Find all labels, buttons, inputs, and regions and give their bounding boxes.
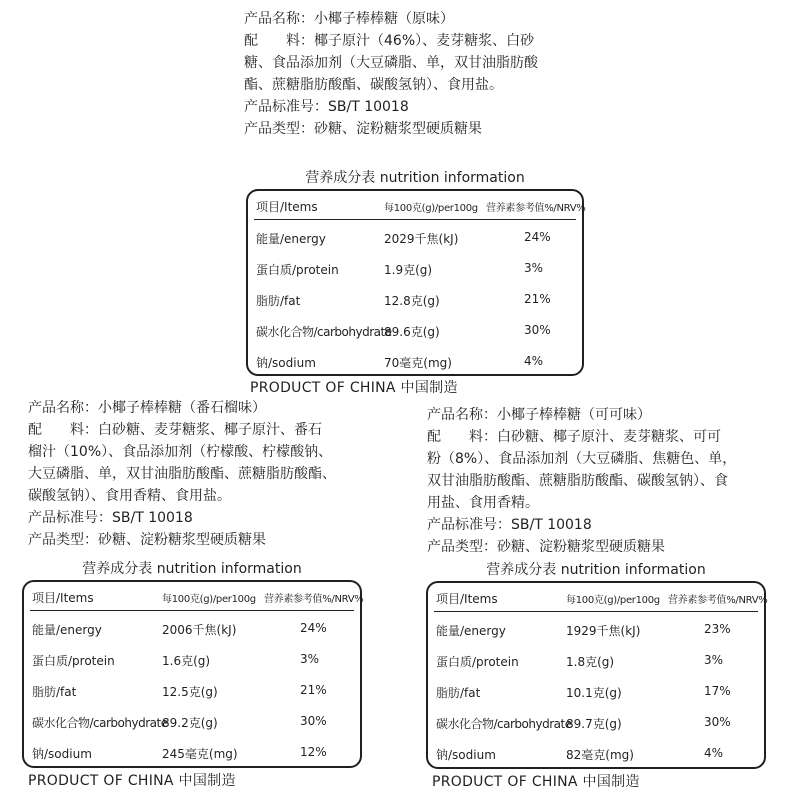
nutrition-table-title: 营养成分表 nutrition information [305,170,525,186]
standard-number-line: 产品标准号：SB/T 10018 [244,99,409,115]
product-type-line: 产品类型：砂糖、淀粉糖浆型硬质糖果 [244,121,482,137]
header-nrv: 营养素参考值%/NRV% [264,594,364,605]
row-item: 脂肪/fat [436,686,481,700]
product-name-line: 产品名称：小椰子棒棒糖（可可味） [427,407,651,423]
ingredients-line: 配 料：椰子原汁（46%）、麦芽糖浆、白砂 [244,33,535,49]
row-nrv: 23% [704,622,731,636]
header-per100g: 每100克(g)/per100g [162,594,256,605]
nutrition-table-header [254,191,586,220]
row-nrv: 3% [300,652,320,666]
table-row [434,615,758,646]
table-row [30,614,354,645]
ingredients-line: 双甘油脂肪酸酯、蔗糖脂肪酸酯、碳酸氢钠）、食 [427,473,728,489]
row-value: 89.6克(g) [384,325,440,339]
row-nrv: 4% [704,746,724,760]
nutrition-table-header [434,583,768,612]
nutrition-table-cocoa [426,581,766,769]
row-nrv: 4% [524,354,544,368]
row-nrv: 17% [704,684,731,698]
row-item: 钠/sodium [256,356,316,370]
row-nrv: 30% [704,715,731,729]
table-row [254,316,576,347]
row-value: 245毫克(mg) [162,747,238,761]
table-row [30,676,354,707]
row-value: 1.8克(g) [566,655,615,669]
table-row [434,677,758,708]
header-items: 项目/Items [256,200,318,214]
row-item: 能量/energy [256,232,326,246]
table-row [30,645,354,676]
row-item: 能量/energy [436,624,506,638]
ingredients-line: 用盐、食用香精。 [427,495,539,511]
table-row [254,285,576,316]
row-nrv: 3% [524,261,544,275]
row-value: 1.9克(g) [384,263,433,277]
nutrition-table-original [246,189,584,376]
row-item: 脂肪/fat [256,294,301,308]
origin-footer: PRODUCT OF CHINA 中国制造 [250,380,458,396]
origin-footer: PRODUCT OF CHINA 中国制造 [432,774,640,790]
product-info-original [244,8,604,140]
row-value: 1.6克(g) [162,654,211,668]
ingredients-line: 榴汁（10%）、食品添加剂（柠檬酸、柠檬酸钠、 [28,444,333,460]
row-value: 12.8克(g) [384,294,440,308]
product-type-line: 产品类型：砂糖、淀粉糖浆型硬质糖果 [28,532,266,548]
product-info-guava [28,397,408,551]
row-item: 碳水化合物/carbohydrate [256,325,392,339]
row-item: 蛋白质/protein [32,654,115,668]
row-value: 89.2克(g) [162,716,218,730]
row-item: 脂肪/fat [32,685,77,699]
table-row [254,223,576,254]
product-info-cocoa [427,404,795,558]
row-item: 碳水化合物/carbohydrate [32,716,168,730]
origin-footer: PRODUCT OF CHINA 中国制造 [28,773,236,789]
table-row [434,646,758,677]
header-per100g: 每100克(g)/per100g [566,595,660,606]
row-nrv: 30% [524,323,551,337]
row-value: 89.7克(g) [566,717,622,731]
row-item: 钠/sodium [32,747,92,761]
row-value: 2029千焦(kJ) [384,232,459,246]
table-row [30,738,354,769]
table-row [30,707,354,738]
row-item: 碳水化合物/carbohydrate [436,717,572,731]
row-nrv: 21% [300,683,327,697]
standard-number-line: 产品标准号：SB/T 10018 [427,517,592,533]
row-value: 2006千焦(kJ) [162,623,237,637]
row-value: 10.1克(g) [566,686,622,700]
row-nrv: 21% [524,292,551,306]
row-nrv: 24% [524,230,551,244]
row-value: 82毫克(mg) [566,748,634,762]
ingredients-line: 配 料：白砂糖、椰子原汁、麦芽糖浆、可可 [427,429,721,445]
row-nrv: 24% [300,621,327,635]
table-row [434,708,758,739]
header-nrv: 营养素参考值%/NRV% [668,595,768,606]
header-nrv: 营养素参考值%/NRV% [486,203,586,214]
row-nrv: 12% [300,745,327,759]
row-nrv: 3% [704,653,724,667]
row-item: 能量/energy [32,623,102,637]
nutrition-table-title: 营养成分表 nutrition information [82,561,302,577]
table-row [434,739,758,770]
nutrition-table-header [30,582,364,611]
standard-number-line: 产品标准号：SB/T 10018 [28,510,193,526]
ingredients-line: 粉（8%）、食品添加剂（大豆磷脂、焦糖色、单， [427,451,737,467]
ingredients-line: 大豆磷脂、单，双甘油脂肪酸酯、蔗糖脂肪酸酯、 [28,466,336,482]
row-item: 蛋白质/protein [256,263,339,277]
nutrition-table-title: 营养成分表 nutrition information [486,562,706,578]
nutrition-table-guava [22,580,362,768]
row-value: 12.5克(g) [162,685,218,699]
header-per100g: 每100克(g)/per100g [384,203,478,214]
row-value: 1929千焦(kJ) [566,624,641,638]
product-name-line: 产品名称：小椰子棒棒糖（番石榴味） [28,400,266,416]
product-name-line: 产品名称：小椰子棒棒糖（原味） [244,11,454,27]
row-item: 蛋白质/protein [436,655,519,669]
product-type-line: 产品类型：砂糖、淀粉糖浆型硬质糖果 [427,539,665,555]
ingredients-line: 糖、食品添加剂（大豆磷脂、单，双甘油脂肪酸 [244,55,538,71]
ingredients-line: 碳酸氢钠）、食用香精、食用盐。 [28,488,231,504]
table-row [254,254,576,285]
header-items: 项目/Items [32,591,94,605]
table-row [254,347,576,378]
row-value: 70毫克(mg) [384,356,452,370]
row-nrv: 30% [300,714,327,728]
ingredients-line: 酯、蔗糖脂肪酸酯、碳酸氢钠）、食用盐。 [244,77,503,93]
row-item: 钠/sodium [436,748,496,762]
ingredients-line: 配 料：白砂糖、麦芽糖浆、椰子原汁、番石 [28,422,322,438]
header-items: 项目/Items [436,592,498,606]
